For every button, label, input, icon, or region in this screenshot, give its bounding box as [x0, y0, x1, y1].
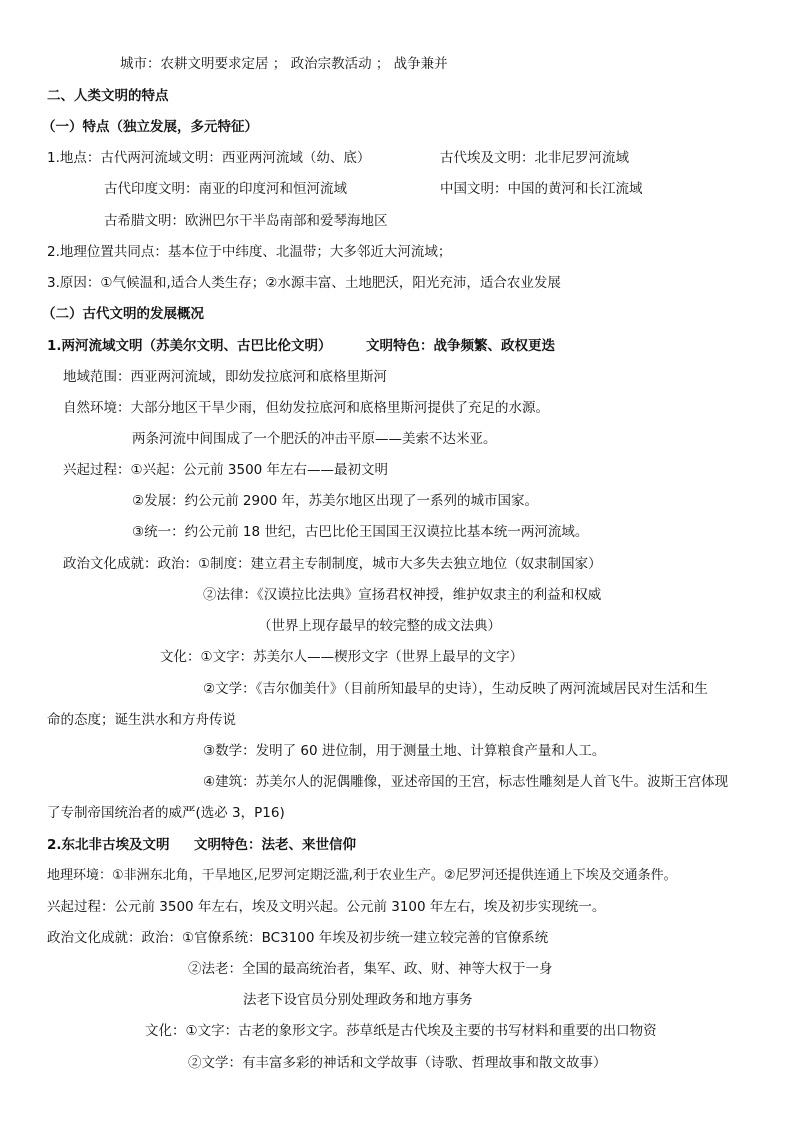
- mesopotamia-architecture-cont: 了专制帝国统治者的威严(选必 3，P16): [47, 805, 285, 821]
- location-india: 古代印度文明：南亚的印度河和恒河流域: [104, 181, 347, 197]
- mesopotamia-law-note: （世界上现存最早的较完整的成文法典）: [258, 618, 501, 634]
- mesopotamia-literature-cont: 命的态度；诞生洪水和方舟传说: [47, 712, 236, 728]
- mesopotamia-heading: 1.两河流域文明（苏美尔文明、古巴比伦文明）: [47, 338, 332, 354]
- egypt-geography: 地理环境：①非洲东北角，干旱地区,尼罗河定期泛滥,利于农业生产。②尼罗河还提供连通上下埃及交通条件。: [47, 868, 677, 883]
- section-heading-2: 二、人类文明的特点: [47, 88, 169, 104]
- egypt-literature: ②文学：有丰富多彩的神话和文学故事（诗歌、哲理故事和散文故事）: [188, 1055, 607, 1071]
- mesopotamia-environment: 自然环境：大部分地区干旱少雨，但幼发拉底河和底格里斯河提供了充足的水源。: [63, 400, 549, 416]
- egypt-pharaoh: ②法老：全国的最高统治者，集军、政、财、神等大权于一身: [188, 961, 553, 977]
- mesopotamia-plain: 两条河流中间围成了一个肥沃的冲击平原——美索不达米亚。: [132, 431, 497, 447]
- mesopotamia-development: ②发展：约公元前 2900 年，苏美尔地区出现了一系列的城市国家。: [132, 493, 539, 509]
- egypt-rise: 兴起过程：公元前 3500 年左右，埃及文明兴起。公元前 3100 年左右，埃及初步实现统一。: [47, 899, 606, 915]
- geo-commonality: 2.地理位置共同点：基本位于中纬度、北温带；大多邻近大河流域；: [47, 244, 452, 260]
- subsection-heading-overview: （二）古代文明的发展概况: [42, 306, 204, 322]
- egypt-writing: 文化：①文字：古老的象形文字。莎草纸是古代埃及主要的书写材料和重要的出口物资: [145, 1023, 657, 1039]
- location-china: 中国文明：中国的黄河和长江流域: [440, 181, 643, 197]
- location-mesopotamia: 1.地点：古代两河流域文明：西亚两河流域（幼、底）: [47, 150, 371, 166]
- mesopotamia-political-system: 政治文化成就：政治：①制度：建立君主专制制度，城市大多失去独立地位（奴隶制国家）: [63, 556, 602, 572]
- egypt-heading: 2.东北非古埃及文明: [47, 837, 170, 853]
- location-greece: 古希腊文明：欧洲巴尔干半岛南部和爱琴海地区: [104, 213, 388, 229]
- egypt-officials: 法老下设官员分别处理政务和地方事务: [243, 992, 473, 1008]
- mesopotamia-literature: ②文学：《吉尔伽美什》（目前所知最早的史诗），生动反映了两河流域居民对生活和生: [203, 681, 708, 697]
- mesopotamia-rise: 兴起过程：①兴起：公元前 3500 年左右——最初文明: [63, 462, 389, 478]
- egypt-bureaucracy: 政治文化成就：政治：①官僚系统：BC3100 年埃及初步统一建立较完善的官僚系统: [47, 930, 549, 946]
- mesopotamia-math: ③数学：发明了 60 进位制，用于测量土地、计算粮食产量和人工。: [203, 743, 606, 759]
- mesopotamia-feature: 文明特色：战争频繁、政权更迭: [366, 338, 555, 354]
- mesopotamia-law: ②法律：《汉谟拉比法典》宣扬君权神授，维护奴隶主的利益和权威: [203, 587, 602, 603]
- subsection-heading-features: （一）特点（独立发展，多元特征）: [42, 119, 258, 135]
- mesopotamia-unification: ③统一：约公元前 18 世纪，古巴比伦王国国王汉谟拉比基本统一两河流域。: [132, 524, 589, 540]
- mesopotamia-architecture: ④建筑：苏美尔人的泥偶雕像，亚述帝国的王宫，标志性雕刻是人首飞牛。波斯王宫体现: [203, 774, 729, 790]
- city-origins-line: 城市：农耕文明要求定居 ； 政治宗教活动 ； 战争兼并: [120, 56, 448, 72]
- mesopotamia-region: 地域范围：西亚两河流域，即幼发拉底河和底格里斯河: [63, 369, 387, 385]
- location-egypt: 古代埃及文明：北非尼罗河流域: [440, 150, 629, 166]
- mesopotamia-writing: 文化：①文字：苏美尔人——楔形文字（世界上最早的文字）: [160, 649, 524, 665]
- egypt-feature: 文明特色：法老、来世信仰: [194, 837, 356, 853]
- reasons-line: 3.原因：①气候温和,适合人类生存；②水源丰富、土地肥沃，阳光充沛，适合农业发展: [47, 275, 561, 291]
